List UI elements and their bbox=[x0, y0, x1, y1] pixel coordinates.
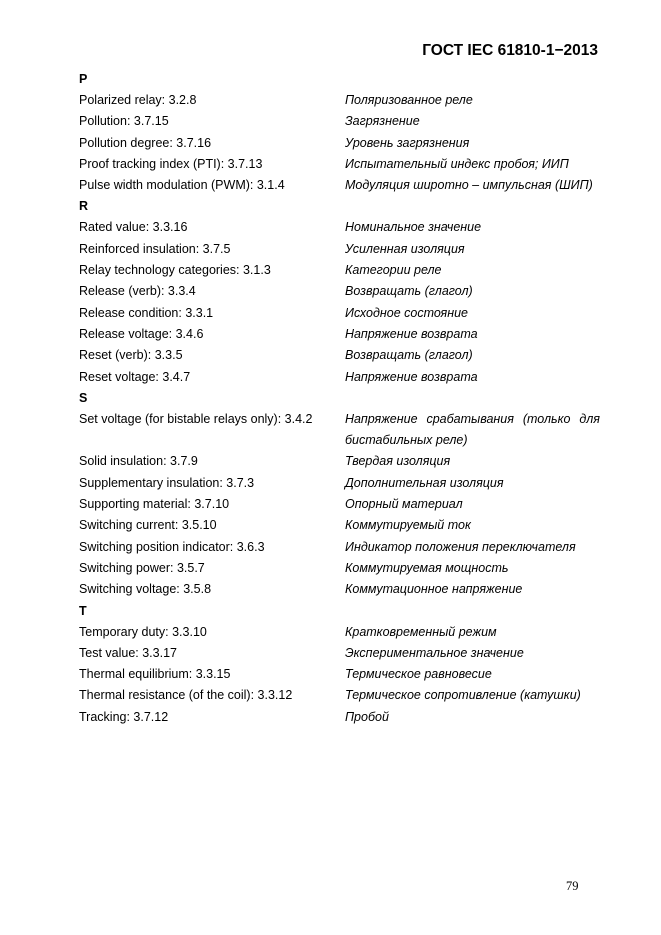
term-ru: Пробой bbox=[345, 709, 389, 724]
term-en: Switching power: 3.5.7 bbox=[79, 560, 205, 575]
index-section-r bbox=[79, 196, 600, 387]
term-en: Release condition: 3.3.1 bbox=[79, 305, 214, 320]
index-entry bbox=[79, 451, 600, 472]
index-entry bbox=[79, 515, 600, 536]
document-header: ГОСТ IEC 61810-1−2013 bbox=[422, 42, 598, 59]
index-entry bbox=[79, 622, 600, 643]
section-letter: T bbox=[79, 603, 87, 618]
term-ru: Дополнительная изоляция bbox=[345, 475, 504, 490]
term-ru: Загрязнение bbox=[345, 114, 420, 129]
index-entry bbox=[79, 133, 600, 154]
term-ru: Номинальное значение bbox=[345, 220, 482, 235]
index-entry bbox=[79, 685, 600, 706]
index-entry bbox=[79, 494, 600, 515]
term-en: Solid insulation: 3.7.9 bbox=[79, 454, 198, 469]
term-en: Relay technology categories: 3.1.3 bbox=[79, 263, 271, 278]
term-en: Switching current: 3.5.10 bbox=[79, 518, 217, 533]
term-en: Thermal resistance (of the coil): 3.3.12 bbox=[79, 688, 293, 703]
index-section-t bbox=[79, 601, 600, 728]
index-entry bbox=[79, 643, 600, 664]
term-ru: Возвращать (глагол) bbox=[345, 348, 473, 363]
index-entry bbox=[79, 367, 600, 388]
term-en: Supplementary insulation: 3.7.3 bbox=[79, 475, 255, 490]
term-en: Supporting material: 3.7.10 bbox=[79, 497, 230, 512]
index-entry bbox=[79, 537, 600, 558]
index-entry bbox=[79, 90, 600, 111]
term-ru: Модуляция широтно – импульсная (ШИП) bbox=[345, 178, 593, 193]
index-entry bbox=[79, 409, 600, 452]
term-en: Polarized relay: 3.2.8 bbox=[79, 93, 197, 107]
term-ru: Экспериментальное значение bbox=[345, 645, 524, 660]
term-en: Set voltage (for bistable relays only): 3.4.2 bbox=[79, 411, 313, 426]
index-section-p bbox=[79, 69, 600, 196]
term-ru: Коммутационное напряжение bbox=[345, 582, 523, 597]
term-en: Reset voltage: 3.4.7 bbox=[79, 369, 191, 384]
index-entry bbox=[79, 345, 600, 366]
term-en: Pollution degree: 3.7.16 bbox=[79, 135, 212, 150]
term-ru: Опорный материал bbox=[345, 497, 463, 512]
term-ru: Индикатор положения переключателя bbox=[345, 539, 576, 554]
term-en: Release (verb): 3.3.4 bbox=[79, 284, 196, 299]
index-section-s bbox=[79, 388, 600, 601]
term-ru: Коммутируемая мощность bbox=[345, 560, 509, 575]
term-ru: Напряжение возврата bbox=[345, 369, 478, 384]
term-ru: Напряжение возврата bbox=[345, 326, 478, 341]
index-entry bbox=[79, 239, 600, 260]
term-ru: Категории реле bbox=[345, 263, 442, 278]
term-en: Switching voltage: 3.5.8 bbox=[79, 582, 212, 597]
index-entry bbox=[79, 324, 600, 345]
term-ru: Усиленная изоляция bbox=[345, 241, 465, 256]
index-entry bbox=[79, 558, 600, 579]
index-entry bbox=[79, 260, 600, 281]
term-ru: Кратковременный режим bbox=[345, 624, 497, 639]
page-number: 79 bbox=[566, 879, 579, 893]
section-letter: R bbox=[79, 199, 89, 214]
term-ru: Коммутируемый ток bbox=[345, 518, 471, 533]
term-ru: Напряжение срабатывания (только для бистабильных реле) bbox=[345, 411, 600, 448]
index-entry bbox=[79, 303, 600, 324]
term-ru: Возвращать (глагол) bbox=[345, 284, 473, 299]
term-ru: Термическое равновесие bbox=[345, 667, 492, 682]
term-en: Reset (verb): 3.3.5 bbox=[79, 348, 183, 363]
term-en: Reinforced insulation: 3.7.5 bbox=[79, 241, 231, 256]
term-en: Temporary duty: 3.3.10 bbox=[79, 624, 207, 639]
term-en: Switching position indicator: 3.6.3 bbox=[79, 539, 265, 554]
index-entry bbox=[79, 664, 600, 685]
term-en: Tracking: 3.7.12 bbox=[79, 709, 169, 724]
index-entry bbox=[79, 175, 600, 196]
index-entry bbox=[79, 154, 600, 175]
term-en: Test value: 3.3.17 bbox=[79, 645, 177, 660]
term-en: Pollution: 3.7.15 bbox=[79, 114, 169, 129]
section-letter: P bbox=[79, 72, 88, 86]
index-entry bbox=[79, 707, 600, 728]
term-ru: Испытательный индекс пробоя; ИИП bbox=[345, 156, 569, 171]
index-entry bbox=[79, 281, 600, 302]
term-ru: Твердая изоляция bbox=[345, 454, 451, 469]
term-en: Release voltage: 3.4.6 bbox=[79, 326, 204, 341]
index-entry bbox=[79, 111, 600, 132]
term-ru: Исходное состояние bbox=[345, 305, 469, 320]
index-entry bbox=[79, 473, 600, 494]
term-ru: Уровень загрязнения bbox=[345, 135, 470, 150]
index-list bbox=[79, 69, 600, 728]
term-ru: Термическое сопротивление (катушки) bbox=[345, 688, 581, 703]
term-en: Rated value: 3.3.16 bbox=[79, 220, 188, 235]
term-en: Thermal equilibrium: 3.3.15 bbox=[79, 667, 231, 682]
section-letter: S bbox=[79, 390, 88, 405]
term-ru: Поляризованное реле bbox=[345, 93, 473, 107]
term-en: Pulse width modulation (PWM): 3.1.4 bbox=[79, 178, 285, 193]
term-en: Proof tracking index (PTI): 3.7.13 bbox=[79, 156, 263, 171]
index-entry bbox=[79, 579, 600, 600]
index-entry bbox=[79, 217, 600, 238]
